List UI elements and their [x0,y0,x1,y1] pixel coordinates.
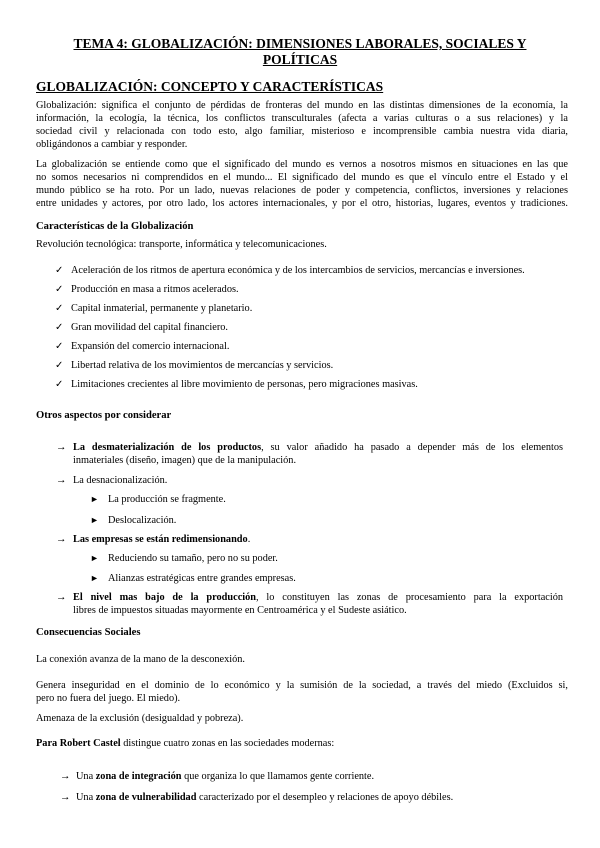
aspect-item [73,533,250,546]
aspect-subitem: Alianzas estratégicas entre grandes empresas. [108,573,296,584]
consequences-p1: La conexión avanza de la mano de la desconexión. [36,654,245,665]
intro-p1-line: Globalización: significa el conjunto de pérdidas de fronteras del mundo en las distintas dimensiones de la economía, la [36,100,568,111]
consequences-p2-line: pero no fuera del juego. El miedo). [36,693,181,704]
intro-p2-line: La globalización se entiende como que el significado del mundo es vernos a nosotros mismos en situaciones en las que [36,159,568,170]
castel-text: distingue cuatro zonas en las sociedades modernas: [120,738,335,749]
check-icon: ✓ [55,322,64,333]
characteristic-item: Gran movilidad del capital financiero. [71,322,228,333]
aspect-item-line2: inmateriales (diseño, imagen) que de la manipulación. [73,455,297,466]
characteristic-item: Libertad relativa de los movimientos de mercancías y servicios. [71,360,334,371]
arrow-right-icon: → [56,442,67,453]
check-icon: ✓ [55,265,64,276]
aspect-subitem: Deslocalización. [108,515,177,526]
check-icon: ✓ [55,303,64,314]
aspect-item-bold: La desmaterialización de los productos [73,442,262,453]
triangle-bullet-icon: ► [90,494,99,504]
arrow-right-icon: → [56,592,67,603]
aspect-item-text: , lo constituyen las zonas de procesamiento para la exportación [256,592,564,603]
aspect-item-bold: El nivel mas bajo de la producción [73,592,257,603]
aspect-item: La desnacionalización. [73,475,168,486]
triangle-bullet-icon: ► [90,553,99,563]
triangle-bullet-icon: ► [90,515,99,525]
arrow-right-icon: → [60,771,71,782]
triangle-bullet-icon: ► [90,573,99,583]
aspect-item-line2: libres de impuestos situadas mayormente en Centroamérica y el Sudeste asiático. [73,605,407,616]
characteristics-lead: Revolución tecnológica: transporte, informática y telecomunicaciones. [36,239,327,250]
aspect-item [73,591,563,604]
castel-bold: Para Robert Castel [36,738,121,749]
document-title: TEMA 4: GLOBALIZACIÓN: DIMENSIONES LABORALES, SOCIALES Y POLÍTICAS [73,36,527,67]
intro-p2-line: no somos necesarios ni comprendidos en el mundo... El significado del mundo es que el vínculo entre el Estado y el [36,172,568,183]
zone-item [76,791,453,804]
characteristic-item: Producción en masa a ritmos acelerados. [71,284,239,295]
zone-item-post: que organiza lo que llamamos gente corriente. [181,771,375,782]
characteristics-heading: Características de la Globalización [36,221,194,232]
zone-item-bold: zona de vulnerabilidad [95,792,197,803]
intro-p1-line: obligándonos a cambiar y responder. [36,139,188,150]
arrow-right-icon: → [60,792,71,803]
zone-item-bold: zona de integración [95,771,182,782]
zone-item-pre: Una [76,771,96,782]
zone-item-post: caracterizado por el desempleo y relaciones de apoyo débiles. [196,792,454,803]
check-icon: ✓ [55,284,64,295]
characteristic-item: Limitaciones crecientes al libre movimiento de personas, pero migraciones masivas. [71,379,418,390]
aspect-item-text: . [247,534,251,545]
section-heading: GLOBALIZACIÓN: CONCEPTO Y CARACTERÍSTICAS [36,79,384,94]
characteristic-item: Expansión del comercio internacional. [71,341,230,352]
arrow-right-icon: → [56,534,67,545]
other-aspects-heading: Otros aspectos por considerar [36,410,172,421]
consequences-heading: Consecuencias Sociales [36,627,141,638]
castel-paragraph [36,737,334,750]
aspect-subitem: La producción se fragmente. [108,494,226,505]
characteristic-item: Capital inmaterial, permanente y planetario. [71,303,253,314]
consequences-p2-line: Genera inseguridad en el dominio de lo económico y la sumisión de la sociedad, a través del miedo (Excluidos si, [36,680,568,691]
intro-p2-line: entre unidades y actores, por otro lado, los actores internacionales, y por el otro, historias, lugares, eventos y tradiciones. [36,198,568,209]
check-icon: ✓ [55,379,64,390]
aspect-subitem: Reduciendo su tamaño, pero no su poder. [108,553,278,564]
aspect-item-text: , su valor añadido ha pasado a depender más de los elementos [261,442,563,453]
check-icon: ✓ [55,360,64,371]
intro-p1-line: información, la ecología, la técnica, los conflictos transculturales (afecta a varias culturas o a sus relaciones) y la [36,113,568,124]
aspect-item [73,441,563,454]
intro-p2-line: mundo público se ha roto. Por un lado, nuevas relaciones de poder y competencia, conflictos, inversiones y relaciones [36,185,568,196]
intro-p1-line: sociedad civil y relacionada con todo esto, algo familiar, misterioso e incomprensible cambia nuestra vida diaria, [36,126,568,137]
zone-item-pre: Una [76,792,96,803]
arrow-right-icon: → [56,475,67,486]
characteristic-item: Aceleración de los ritmos de apertura económica y de los intercambios de servicios, mercancías e inversiones. [71,265,525,276]
check-icon: ✓ [55,341,64,352]
aspect-item-bold: Las empresas se están redimensionando [73,534,248,545]
consequences-p3: Amenaza de la exclusión (desigualdad y pobreza). [36,713,244,724]
zone-item [76,770,374,783]
